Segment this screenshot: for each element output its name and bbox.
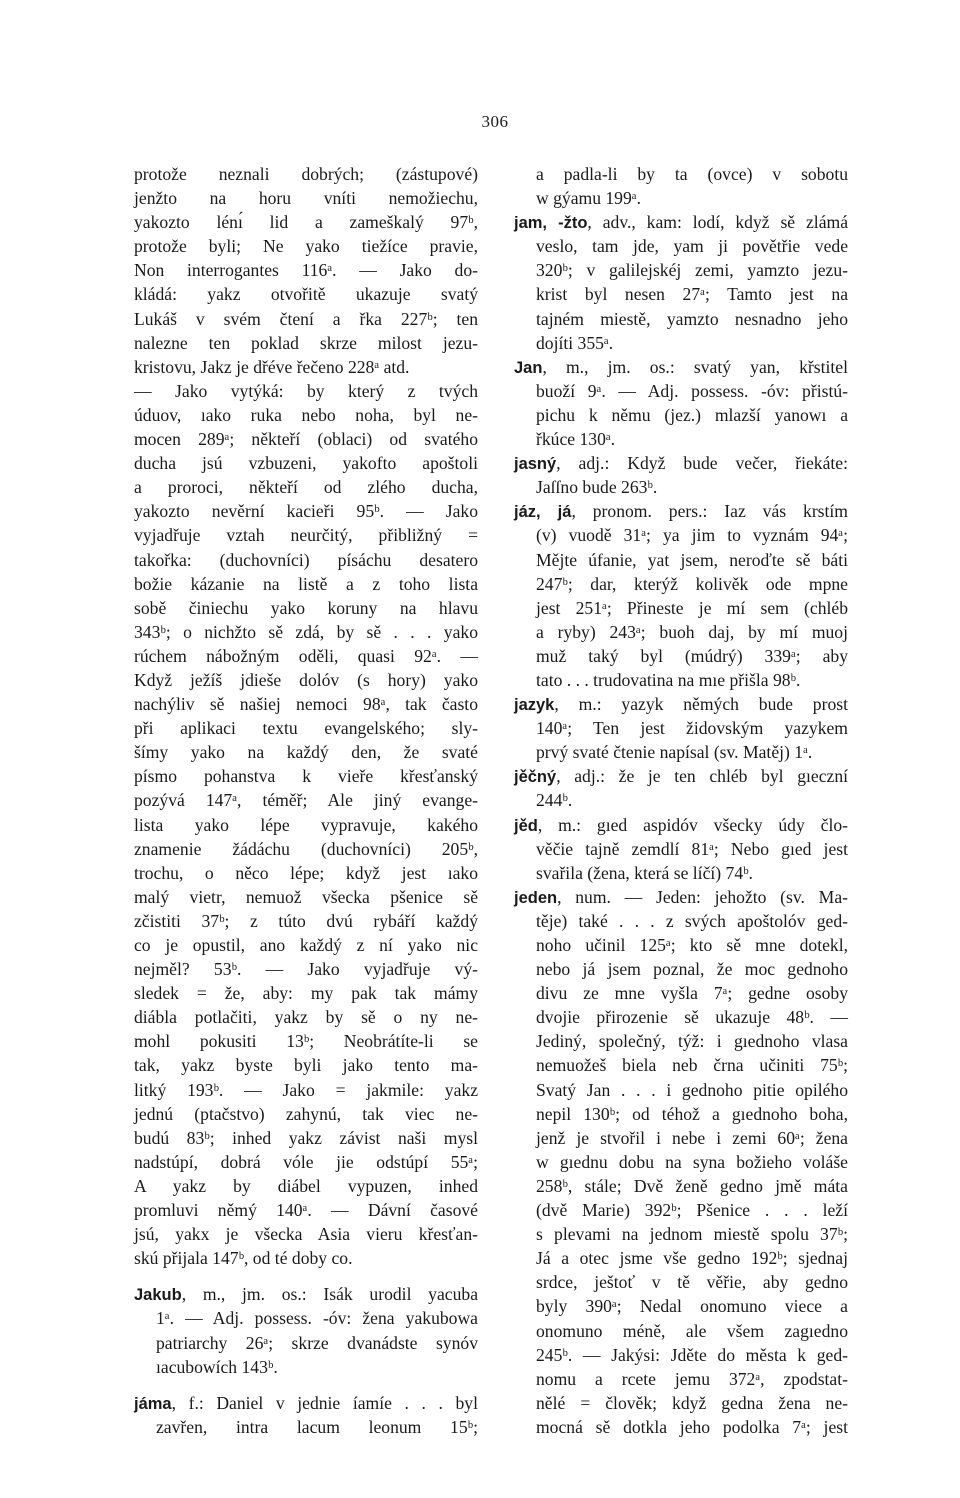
line-text: 1ᵃ. — Adj. possess. -óv: žena yakubowa xyxy=(156,1308,478,1329)
line-text: trochu, o něco lépe; když jest ıako xyxy=(134,862,478,883)
right-column xyxy=(514,162,848,1439)
entry-line-with-headword xyxy=(514,692,848,716)
text-line xyxy=(514,668,848,692)
line-text: muž taký byl (múdrý) 339ᵃ; aby xyxy=(536,645,848,666)
text-line xyxy=(134,981,478,1005)
left-column xyxy=(134,162,478,1439)
text-line xyxy=(134,331,478,355)
line-text: Jaſſno bude 263ᵇ. xyxy=(536,477,658,498)
line-text: Non interrogantes 116ᵃ. — Jako do- xyxy=(134,260,478,281)
line-text: a ryby) 243ᵃ; buoh daj, by mí muoj xyxy=(536,621,848,642)
line-text: těje) také . . . z svých apoštolóv ged- xyxy=(536,910,848,931)
text-line xyxy=(134,282,478,306)
text-line xyxy=(134,1053,478,1077)
text-line xyxy=(134,1246,478,1270)
line-text: diábla potlačiti, yakz by sě o ny ne- xyxy=(134,1007,478,1028)
text-line xyxy=(134,355,478,379)
text-line xyxy=(134,379,478,403)
text-line xyxy=(134,186,478,210)
line-text: tato . . . trudovatina na mıe přišla 98ᵇ. xyxy=(536,669,801,690)
text-line xyxy=(134,764,478,788)
text-line xyxy=(514,716,848,740)
text-line xyxy=(134,668,478,692)
text-line xyxy=(134,162,478,186)
line-text: (v) vuodě 31ᵃ; ya jim to vyznám 94ᵃ; xyxy=(536,525,848,546)
text-line xyxy=(514,861,848,885)
text-line xyxy=(514,981,848,1005)
text-line xyxy=(134,451,478,475)
text-line xyxy=(134,475,478,499)
text-line xyxy=(134,716,478,740)
text-line xyxy=(514,403,848,427)
text-line xyxy=(134,523,478,547)
text-line xyxy=(134,620,478,644)
line-text: sledek = že, aby: my pak tak mámy xyxy=(134,983,478,1004)
text-line xyxy=(514,475,848,499)
text-line xyxy=(514,1415,848,1439)
text-line xyxy=(134,837,478,861)
text-line xyxy=(134,210,478,234)
text-line xyxy=(134,1150,478,1174)
line-text: nalezne ten poklad skrze milost jezu- xyxy=(134,332,478,353)
line-text: onomuno méně, ale všem zagıedno xyxy=(536,1320,848,1341)
line-text: svařila (žena, která se líčí) 74ᵇ. xyxy=(536,862,753,883)
line-text: 247ᵇ; dar, kterýž kolivěk ode mpne xyxy=(536,573,848,594)
line-text: jsú, yakx je všecka Asia vieru křesťan- xyxy=(134,1224,478,1245)
line-text: promluvi němý 140ᵃ. — Dávní časové xyxy=(134,1200,478,1221)
text-line xyxy=(514,957,848,981)
line-text: šímy yako na každý den, že svaté xyxy=(134,742,478,763)
text-line xyxy=(134,307,478,331)
line-text: mocen 289ᵃ; někteří (oblaci) od svatého xyxy=(134,429,478,450)
line-text: 320ᵇ; v galilejskéj zemi, yamzto jezu- xyxy=(536,260,848,281)
line-text: w gıednu dobu na syna božieho voláše xyxy=(536,1151,848,1172)
line-text: kládá: yakz otvořitě ukazuje svatý xyxy=(134,284,478,305)
text-line xyxy=(134,427,478,451)
line-text: pozývá 147ᵃ, téměř; Ale jiný evange- xyxy=(134,790,478,811)
text-line xyxy=(514,740,848,764)
line-text: protože neznali dobrých; (zástupové) xyxy=(134,164,478,184)
line-text: srdce, ještoť v tě věřie, aby gedno xyxy=(536,1272,848,1293)
line-text: sobě činiechu yako koruny na hlavu xyxy=(134,597,478,618)
line-text: tajném miestě, yamzto nesnadno jeho xyxy=(536,308,848,329)
line-text: , m., jm. os.: svatý yan, křstitel xyxy=(542,356,848,377)
entry-line-with-headword xyxy=(514,764,848,788)
text-line xyxy=(514,1294,848,1318)
line-text: Já a otec jsme vše gedno 192ᵇ; sjednaj xyxy=(536,1248,848,1269)
line-text: 244ᵇ. xyxy=(536,790,573,811)
text-line xyxy=(134,957,478,981)
line-text: dojíti 355ᵃ. xyxy=(536,332,614,353)
line-text: budú 83ᵇ; inhed yakz závist naši mysl xyxy=(134,1127,478,1148)
text-line xyxy=(134,1415,478,1439)
text-line xyxy=(514,1391,848,1415)
line-text: nělé = člověk; když gedna žena ne- xyxy=(536,1392,848,1413)
text-line xyxy=(134,885,478,909)
line-text: , adv., kam: lodí, když sě zlámá xyxy=(587,212,849,233)
text-line xyxy=(514,1222,848,1246)
line-text: nadstúpí, dobrá vóle jie odstúpí 55ᵃ; xyxy=(134,1151,478,1172)
line-text: krist byl nesen 27ᵃ; Tamto jest na xyxy=(536,284,848,305)
text-line xyxy=(514,1246,848,1270)
line-text: , m.: gıed aspidóv všecky údy člo- xyxy=(537,814,848,835)
line-text: Když ježíš jdieše dolóv (s hory) yako xyxy=(134,669,478,690)
line-text: yakozto lénı́ lid a zameškalý 97ᵇ, xyxy=(134,212,478,233)
text-line xyxy=(514,572,848,596)
line-text: — Jako vytýká: by který z tvých xyxy=(134,380,478,401)
line-text: nepil 130ᵇ; od téhož a gıednoho boha, xyxy=(536,1103,848,1124)
entry-line-with-headword xyxy=(514,210,848,234)
text-line xyxy=(514,837,848,861)
text-line xyxy=(134,234,478,258)
line-text: 258ᵇ, stále; Dvě ženě gedno jmě máta xyxy=(536,1175,848,1196)
text-line xyxy=(134,1198,478,1222)
text-line xyxy=(514,162,848,186)
line-text: prvý svaté čtenie napísal (sv. Matěj) 1ᵃ. xyxy=(536,742,813,763)
line-text: věčie tajně zemdlí 81ᵃ; Nebo gıed jest xyxy=(536,838,848,859)
text-line xyxy=(134,692,478,716)
text-line xyxy=(514,1005,848,1029)
line-text: takořka: (duchovníci) písáchu desatero xyxy=(134,549,478,570)
text-line xyxy=(514,1150,848,1174)
text-line xyxy=(134,258,478,282)
line-text: božie kázanie na listě a z toho lista xyxy=(134,573,478,594)
text-line xyxy=(514,1102,848,1126)
line-text: nejměl? 53ᵇ. — Jako vyjadřuje vý- xyxy=(134,959,478,980)
line-text: nachýliv sě našiej nemoci 98ᵃ, tak často xyxy=(134,694,478,715)
line-text: s plevami na jednom miestě spolu 37ᵇ; xyxy=(536,1224,848,1245)
line-text: zavřen, intra lacum leonum 15ᵇ; xyxy=(156,1416,478,1437)
line-text: nebo já jsem poznal, že moc gednoho xyxy=(536,959,848,980)
line-text: Mějte úfanie, yat jsem, neroďte sě báti xyxy=(536,549,848,570)
entry-headword: jam, -žto xyxy=(514,214,588,233)
text-line xyxy=(514,1126,848,1150)
text-line xyxy=(134,861,478,885)
entry-line-with-headword xyxy=(514,355,848,379)
text-line xyxy=(134,1222,478,1246)
text-line xyxy=(514,307,848,331)
line-text: , pronom. pers.: Iaz vás krstím xyxy=(571,501,848,522)
line-text: Jediný, společný, týž: i gıednoho vlasa xyxy=(536,1031,848,1052)
line-text: a proroci, někteří od zlého ducha, xyxy=(134,477,478,498)
line-text: veslo, tam jde, yam ji povětřie vede xyxy=(536,236,848,257)
line-text: malý vietr, nemuož všecka pšenice sě xyxy=(134,886,478,907)
line-text: byly 390ᵃ; Nedal onomuno viece a xyxy=(536,1296,848,1317)
entry-line-with-headword xyxy=(514,813,848,837)
text-line xyxy=(514,1343,848,1367)
text-line xyxy=(514,1319,848,1343)
text-line xyxy=(514,427,848,451)
line-text: jenžto na horu vníti nemožiechu, xyxy=(134,188,478,209)
text-line xyxy=(514,909,848,933)
line-text: Svatý Jan . . . i gednoho pitie opiléhо xyxy=(536,1079,848,1100)
text-line xyxy=(514,1270,848,1294)
text-line xyxy=(514,620,848,644)
line-text: kristovu, Jakz je dřéve řečeno 228ᵃ atd. xyxy=(134,356,410,377)
text-line xyxy=(514,1174,848,1198)
entry-headword: Jan xyxy=(514,358,543,377)
text-line xyxy=(514,331,848,355)
entry-line-with-headword xyxy=(514,885,848,909)
text-line xyxy=(134,572,478,596)
line-text: při aplikaci textu evangelského; sly- xyxy=(134,718,478,739)
text-line xyxy=(134,1078,478,1102)
line-text: rúchem nábožným oděli, quasi 92ᵃ. — xyxy=(134,645,478,666)
text-line xyxy=(134,909,478,933)
line-text: 343ᵇ; o nichžto sě zdá, by sě . . . yako xyxy=(134,621,478,642)
text-line xyxy=(134,1331,478,1355)
line-text: a padla-li by ta (ovce) v sobotu xyxy=(536,164,848,184)
line-text: ducha jsú vzbuzeni, yakofto apoštoli xyxy=(134,453,478,474)
entry-headword: jeden xyxy=(514,888,558,907)
line-text: jednú (ptačstvo) zahynú, tak viec ne- xyxy=(134,1103,478,1124)
entry-line-with-headword xyxy=(514,451,848,475)
line-text: znamenie žádáchu (duchovníci) 205ᵇ, xyxy=(134,838,478,859)
entry-line-with-headword xyxy=(134,1391,478,1415)
line-text: noho učinil 125ᵃ; kto sě mne dotekl, xyxy=(536,935,848,955)
line-text: nemuožeš biela neb črna učiniti 75ᵇ; xyxy=(536,1055,848,1076)
line-text: vyjadřuje vztah neurčitý, přibližný = xyxy=(134,525,478,546)
text-line xyxy=(514,523,848,547)
line-text: úduov, ıako ruka nebo noha, byl ne- xyxy=(134,404,478,425)
line-text: 140ᵃ; Ten jest židovským yazykem xyxy=(536,718,848,739)
text-line xyxy=(514,186,848,210)
entry-headword: jěčný xyxy=(514,768,557,787)
line-text: buoží 9ᵃ. — Adj. possess. -óv: přistú- xyxy=(536,380,848,401)
entry-headword: jěd xyxy=(514,816,538,835)
line-text: písmo pohanstva k vieře křesťanský xyxy=(134,766,478,787)
text-line xyxy=(134,933,478,957)
line-text: nomu a rcete jemu 372ᵃ, zpodstat- xyxy=(536,1368,848,1389)
line-text: w gýamu 199ᵃ. xyxy=(536,188,641,209)
line-text: , adj.: že je ten chléb byl gıeczní xyxy=(556,766,848,787)
line-text: mohl pokusiti 13ᵇ; Neobrátíte-li se xyxy=(134,1031,478,1052)
line-text: divu ze mne vyšla 7ᵃ; gedne osoby xyxy=(536,983,848,1004)
line-text: co je opustil, ano každý z ní yako nic xyxy=(134,935,478,955)
line-text: , m.: yazyk němých bude prost xyxy=(554,694,848,715)
line-text: řkúce 130ᵃ. xyxy=(536,429,616,450)
entry-headword: jasný xyxy=(514,455,557,474)
text-line xyxy=(514,1367,848,1391)
entry-line-with-headword xyxy=(134,1282,478,1306)
text-line xyxy=(514,379,848,403)
text-line xyxy=(134,548,478,572)
line-text: (dvě Marie) 392ᵇ; Pšenice . . . leží xyxy=(536,1200,848,1221)
text-line xyxy=(134,596,478,620)
text-line xyxy=(514,1198,848,1222)
text-line xyxy=(514,258,848,282)
text-line xyxy=(134,403,478,427)
text-line xyxy=(134,1102,478,1126)
line-text: skú přijala 147ᵇ, od té doby co. xyxy=(134,1248,353,1269)
text-line xyxy=(134,1174,478,1198)
text-line xyxy=(514,548,848,572)
line-text: tak, yakz byste byli jako tento ma- xyxy=(134,1055,478,1076)
page-number: 306 xyxy=(481,112,509,131)
line-text: , adj.: Když bude večer, řiekáte: xyxy=(556,453,848,474)
line-text: jest 251ᵃ; Přineste je mí sem (chléb xyxy=(536,597,848,618)
line-text: patriarchy 26ᵃ; skrze dvanádste synóv xyxy=(156,1332,478,1353)
line-text: , f.: Daniel v jednie íamíe . . . byl xyxy=(171,1392,478,1413)
text-line xyxy=(514,1078,848,1102)
text-line xyxy=(134,1126,478,1150)
line-text: pichu k němu (jez.) mlazší yanowı a xyxy=(536,404,848,425)
text-line xyxy=(514,1053,848,1077)
line-text: mocná sě dotkla jeho podolka 7ᵃ; jest xyxy=(536,1416,848,1437)
line-text: , num. — Jeden: jehožto (sv. Ma- xyxy=(557,886,848,907)
text-line xyxy=(514,788,848,812)
entry-line-with-headword xyxy=(514,499,848,523)
line-text: 245ᵇ. — Jakýsi: Jděte do města k ged- xyxy=(536,1344,848,1365)
text-line xyxy=(134,1306,478,1330)
text-line xyxy=(134,788,478,812)
line-text: yakozto nevěrní kacieři 95ᵇ. — Jako xyxy=(134,501,478,522)
text-line xyxy=(134,1355,478,1379)
line-text: Lukáš v svém čtení a řka 227ᵇ; ten xyxy=(134,308,478,329)
line-text: zčistiti 37ᵇ; z túto dvú rybáří každý xyxy=(134,910,478,931)
text-line xyxy=(514,234,848,258)
text-line xyxy=(514,644,848,668)
text-line xyxy=(134,499,478,523)
text-line xyxy=(514,596,848,620)
entry-headword: jáz, já xyxy=(514,503,572,522)
entry-headword: jáma xyxy=(134,1394,172,1413)
text-line xyxy=(134,813,478,837)
line-text: A yakz by diábel vypuzen, inhed xyxy=(134,1175,478,1196)
line-text: dvojie přirozenie sě ukazuje 48ᵇ. — xyxy=(536,1007,848,1028)
text-line xyxy=(134,644,478,668)
text-line xyxy=(514,282,848,306)
text-line xyxy=(514,1029,848,1053)
entry-headword: Jakub xyxy=(134,1286,182,1305)
text-line xyxy=(134,1005,478,1029)
line-text: lista yako lépe vypravuje, kakého xyxy=(134,814,478,835)
text-line xyxy=(134,740,478,764)
entry-headword: jazyk xyxy=(514,696,555,715)
line-text: ıacubowích 143ᵇ. xyxy=(156,1356,278,1377)
text-line xyxy=(514,933,848,957)
line-text: protože byli; Ne yako tiežíce pravie, xyxy=(134,236,478,257)
line-text: litký 193ᵇ. — Jako = jakmile: yakz xyxy=(134,1079,478,1100)
line-text: , m., jm. os.: Isák urodil yacuba xyxy=(181,1284,478,1305)
text-line xyxy=(134,1029,478,1053)
line-text: jenž je stvořil i nebe i zemi 60ᵃ; žena xyxy=(536,1127,848,1148)
